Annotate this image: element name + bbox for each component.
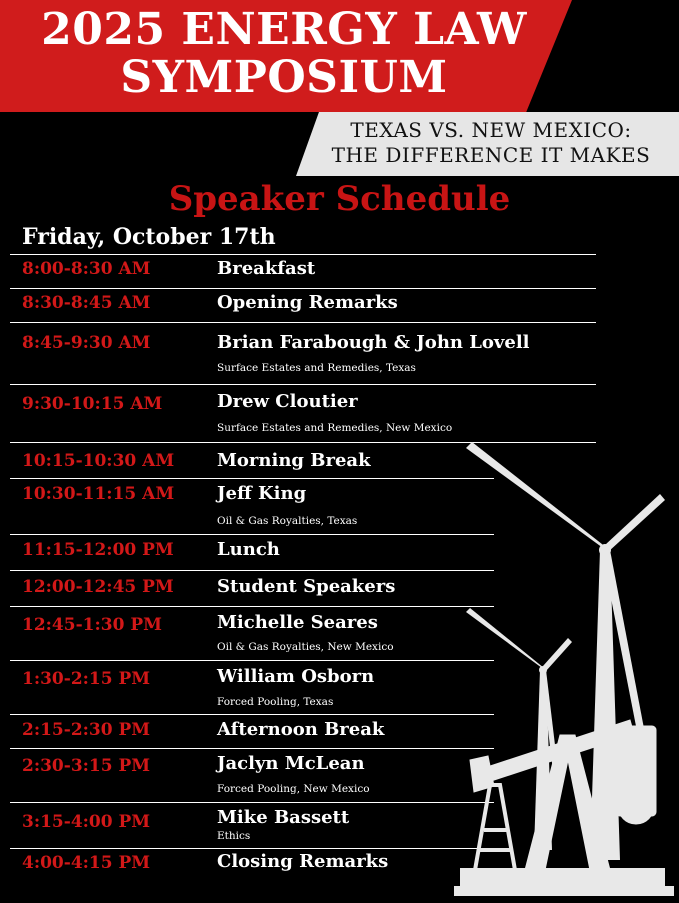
schedule-note: Forced Pooling, New Mexico bbox=[217, 783, 370, 795]
schedule-event: Student Speakers bbox=[217, 576, 396, 597]
divider bbox=[10, 748, 494, 749]
schedule-time: 8:00-8:30 AM bbox=[22, 259, 151, 279]
divider bbox=[10, 478, 494, 479]
schedule-event: Lunch bbox=[217, 539, 280, 560]
schedule-event: Drew Cloutier bbox=[217, 391, 358, 412]
schedule-time: 4:00-4:15 PM bbox=[22, 853, 151, 873]
title-line-2: SYMPOSIUM bbox=[120, 52, 448, 103]
energy-illustration bbox=[440, 430, 679, 903]
schedule-event: William Osborn bbox=[217, 666, 375, 687]
schedule-time: 2:30-3:15 PM bbox=[22, 756, 151, 776]
title-line-1: 2025 ENERGY LAW bbox=[41, 4, 527, 55]
schedule-note: Ethics bbox=[217, 830, 251, 842]
schedule-time: 3:15-4:00 PM bbox=[22, 812, 151, 832]
schedule-event: Breakfast bbox=[217, 258, 316, 279]
pumpjack-icon bbox=[454, 720, 674, 896]
schedule-time: 10:30-11:15 AM bbox=[22, 484, 175, 504]
schedule-event: Michelle Seares bbox=[217, 612, 378, 633]
schedule-note: Oil & Gas Royalties, New Mexico bbox=[217, 641, 394, 653]
divider bbox=[10, 570, 494, 571]
divider bbox=[10, 714, 494, 715]
schedule-time: 8:45-9:30 AM bbox=[22, 333, 151, 353]
schedule-time: 11:15-12:00 PM bbox=[22, 540, 174, 560]
divider bbox=[10, 660, 494, 661]
divider bbox=[10, 254, 596, 255]
divider bbox=[10, 288, 596, 289]
subtitle-line-2: THE DIFFERENCE IT MAKES bbox=[331, 143, 651, 167]
schedule-note: Surface Estates and Remedies, New Mexico bbox=[217, 422, 453, 434]
schedule-event: Closing Remarks bbox=[217, 851, 389, 872]
schedule-time: 12:00-12:45 PM bbox=[22, 577, 174, 597]
schedule-time: 8:30-8:45 AM bbox=[22, 293, 151, 313]
schedule-time: 9:30-10:15 AM bbox=[22, 394, 163, 414]
poster-title bbox=[14, 6, 554, 102]
schedule-event: Opening Remarks bbox=[217, 292, 398, 313]
schedule-note: Forced Pooling, Texas bbox=[217, 696, 334, 708]
schedule-time: 1:30-2:15 PM bbox=[22, 669, 151, 689]
schedule-time: 2:15-2:30 PM bbox=[22, 720, 151, 740]
divider bbox=[10, 606, 494, 607]
divider bbox=[10, 384, 596, 385]
schedule-event: Brian Farabough & John Lovell bbox=[217, 332, 530, 353]
divider bbox=[10, 848, 494, 849]
schedule-heading: Speaker Schedule bbox=[168, 179, 511, 219]
divider bbox=[10, 802, 494, 803]
schedule-time: 10:15-10:30 AM bbox=[22, 451, 175, 471]
schedule-event: Jaclyn McLean bbox=[217, 753, 365, 774]
schedule-event: Mike Bassett bbox=[217, 807, 350, 828]
schedule-event: Jeff King bbox=[217, 483, 307, 504]
schedule-event: Morning Break bbox=[217, 450, 371, 471]
divider bbox=[10, 322, 596, 323]
schedule-note: Oil & Gas Royalties, Texas bbox=[217, 515, 358, 527]
schedule-time: 12:45-1:30 PM bbox=[22, 615, 162, 635]
divider bbox=[10, 534, 494, 535]
subtitle-line-1: TEXAS VS. NEW MEXICO: bbox=[350, 118, 632, 142]
schedule-event: Afternoon Break bbox=[217, 719, 385, 740]
schedule-note: Surface Estates and Remedies, Texas bbox=[217, 362, 416, 374]
poster-subtitle bbox=[312, 118, 670, 168]
day-heading: Friday, October 17th bbox=[22, 224, 276, 250]
